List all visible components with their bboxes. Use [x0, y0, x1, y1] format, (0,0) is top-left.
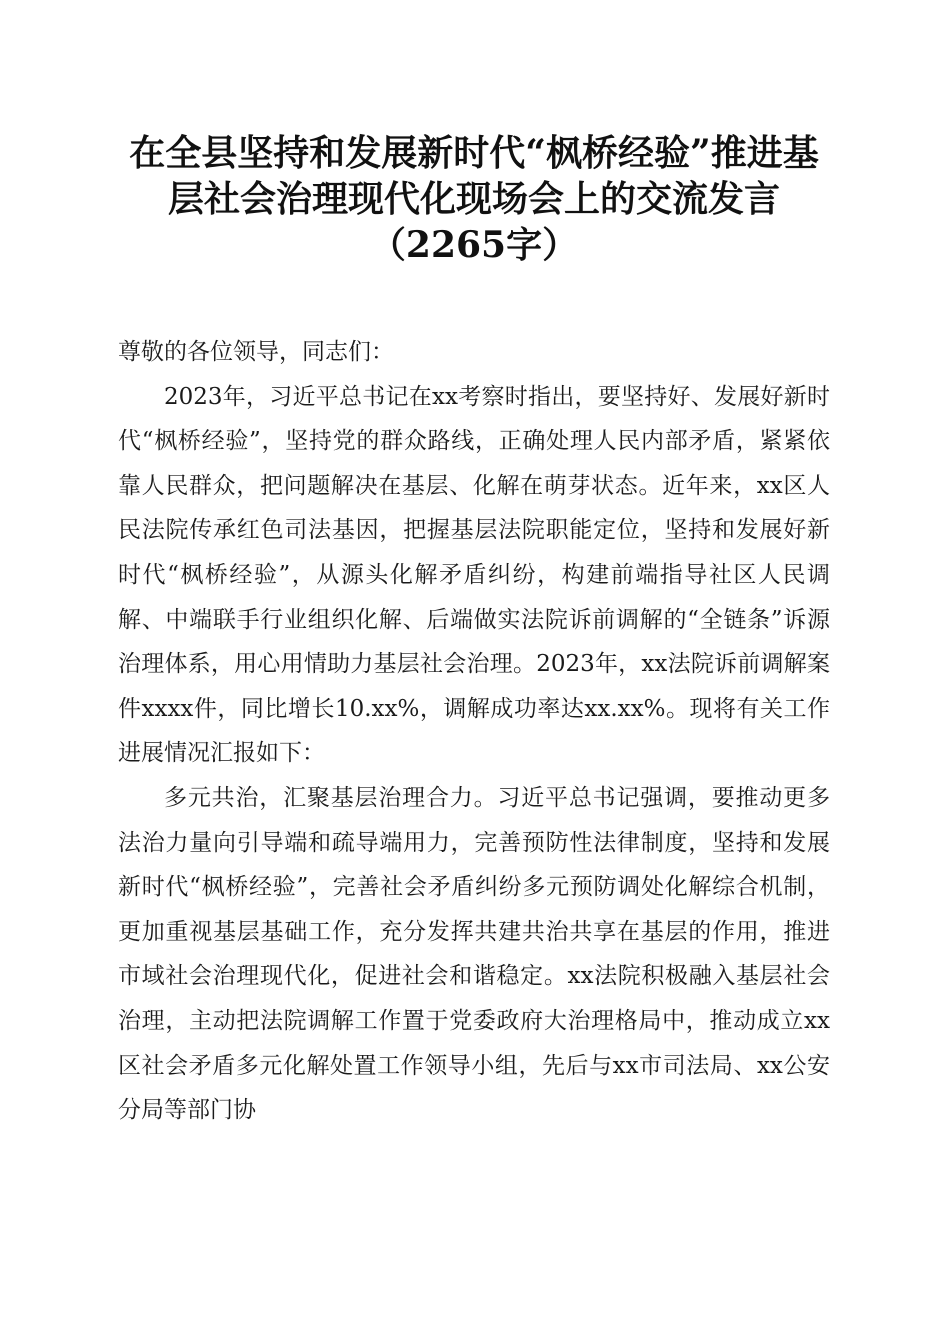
salutation: 尊敬的各位领导，同志们： — [118, 339, 394, 365]
paragraph-multi-governance: 多元共治，汇聚基层治理合力。习近平总书记强调，要推动更多法治力量向引导端和疏导端用力，完善预防性法律制度，坚持和发展新时代“枫桥经验”，完善社会矛盾纠纷多元预防调处化解综合机制，更加重视基层基础工作，充分发挥共建共治共享在基层的作用，推进市域社会治理现代化，促进社会和谐稳定。xx法院积极融入基层社会治理，主动把法院调解工作置于党委政府大治理格局中，推动成立xx区社会矛盾多元化解处置工作领导小组，先后与xx市司法局、xx公安分局等部门协 — [118, 784, 830, 1124]
document-body — [118, 330, 830, 1133]
document-page — [118, 130, 830, 1133]
paragraph-intro: 2023年，习近平总书记在xx考察时指出，要坚持好、发展好新时代“枫桥经验”，坚持党的群众路线，正确处理人民内部矛盾，紧紧依靠人民群众，把问题解决在基层、化解在萌芽状态。近年来，xx区人民法院传承红色司法基因，把握基层法院职能定位，坚持和发展好新时代“枫桥经验”，从源头化解矛盾纠纷，构建前端指导社区人民调解、中端联手行业组织化解、后端做实法院诉前调解的“全链条”诉源治理体系，用心用情助力基层社会治理。2023年，xx法院诉前调解案件xxxx件，同比增长10.xx%，调解成功率达xx.xx%。现将有关工作进展情况汇报如下： — [118, 383, 830, 767]
document-title: 在全县坚持和发展新时代“枫桥经验”推进基层社会治理现代化现场会上的交流发言（2265字） — [129, 132, 819, 266]
